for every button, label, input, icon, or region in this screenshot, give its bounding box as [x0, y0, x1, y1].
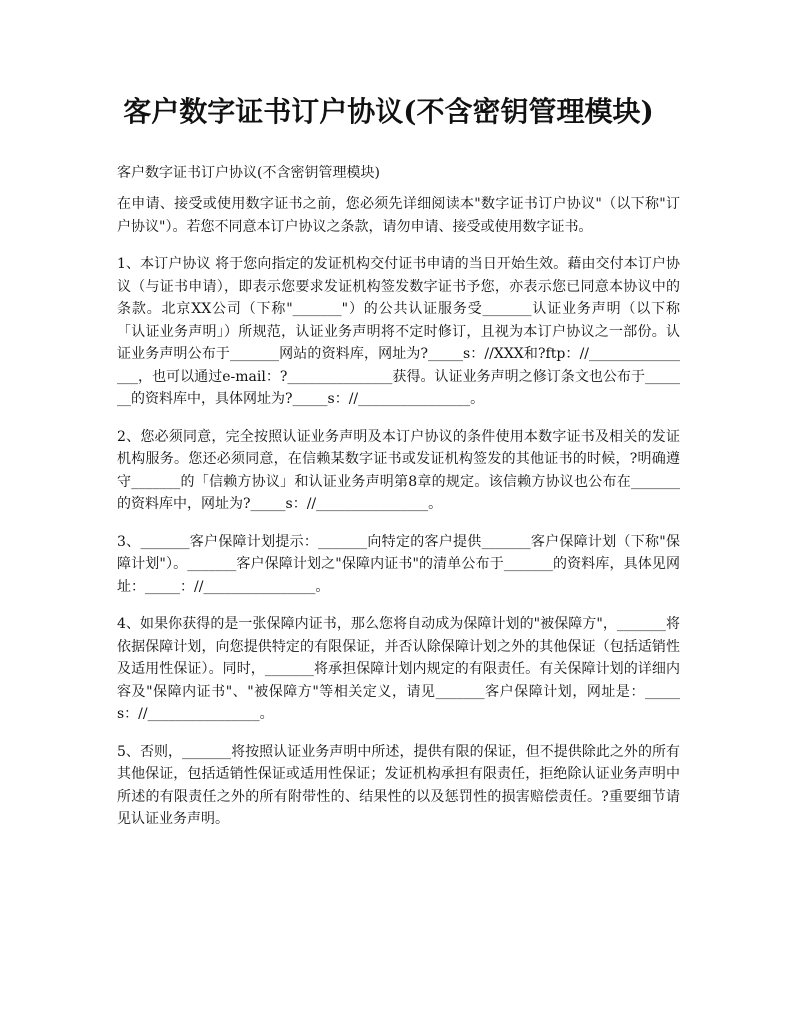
intro-paragraph: 在申请、接受或使用数字证书之前，您必须先详细阅读本"数字证书订户协议"（以下称"订户协议"）。若您不同意本订户协议之条款，请勿申请、接受或使用数字证书。: [117, 196, 680, 235]
clause-2-paragraph: 2、您必须同意，完全按照认证业务声明及本订户协议的条件使用本数字证书及相关的发证机构服务。您还必须同意，在信赖某数字证书或发证机构签发的其他证书的时候，?明确遵守_______的「信赖方协议」和认证业务声明第8章的规定。该信赖方协议也公布在_______的资料库中，网址为?_____s：//________________。: [117, 428, 680, 512]
clause-5-paragraph: 5、否则，_______将按照认证业务声明中所述，提供有限的保证，但不提供除此之外的所有其他保证，包括适销性保证或适用性保证；发证机构承担有限责任，拒绝除认证业务声明中所述的有限责任之外的所有附带性的、结果性的以及惩罚性的损害赔偿责任。?重要细节请见认证业务声明。: [117, 743, 680, 827]
document-title: 客户数字证书订户协议(不含密钥管理模块): [123, 95, 654, 128]
document-subtitle: 客户数字证书订户协议(不含密钥管理模块): [117, 165, 380, 181]
clause-1-paragraph: 1、本订户协议 将于您向指定的发证机构交付证书申请的当日开始生效。藉由交付本订户协议（与证书申请），即表示您要求发证机构签发数字证书予您，亦表示您已同意本协议中的条款。北京XX公司（下称"_______"）的公共认证服务受_______认证业务声明（以下称「认证业务声明」）所规范，认证业务声明将不定时修订，且视为本订户协议之一部份。认证业务声明公布于_______网站的资料库，网址为?_____s：//XXX和?ftp：//________________，也可以通过e-mail：?_______________获得。认证业务声明之修订条文也公布于_______的资料库中，具体网址为?_____s：//________________。: [117, 256, 680, 407]
clause-3-paragraph: 3、_______客户保障计划提示：_______向特定的客户提供_______客户保障计划（下称"保障计划"）。_______客户保障计划之"保障内证书"的清单公布于_______的资料库，具体见网址：_____：//________________。: [117, 533, 680, 595]
document-page: [117, 92, 680, 846]
clause-4-paragraph: 4、如果你获得的是一张保障内证书，那么您将自动成为保障计划的"被保障方"，_______将依据保障计划，向您提供特定的有限保证，并否认除保障计划之外的其他保证（包括适销性及适用性保证）。同时，_______将承担保障计划内规定的有限责任。有关保障计划的详细内容及"保障内证书"、"被保障方"等相关定义，请见_______客户保障计划，网址是：_____s：//________________。: [117, 616, 680, 722]
